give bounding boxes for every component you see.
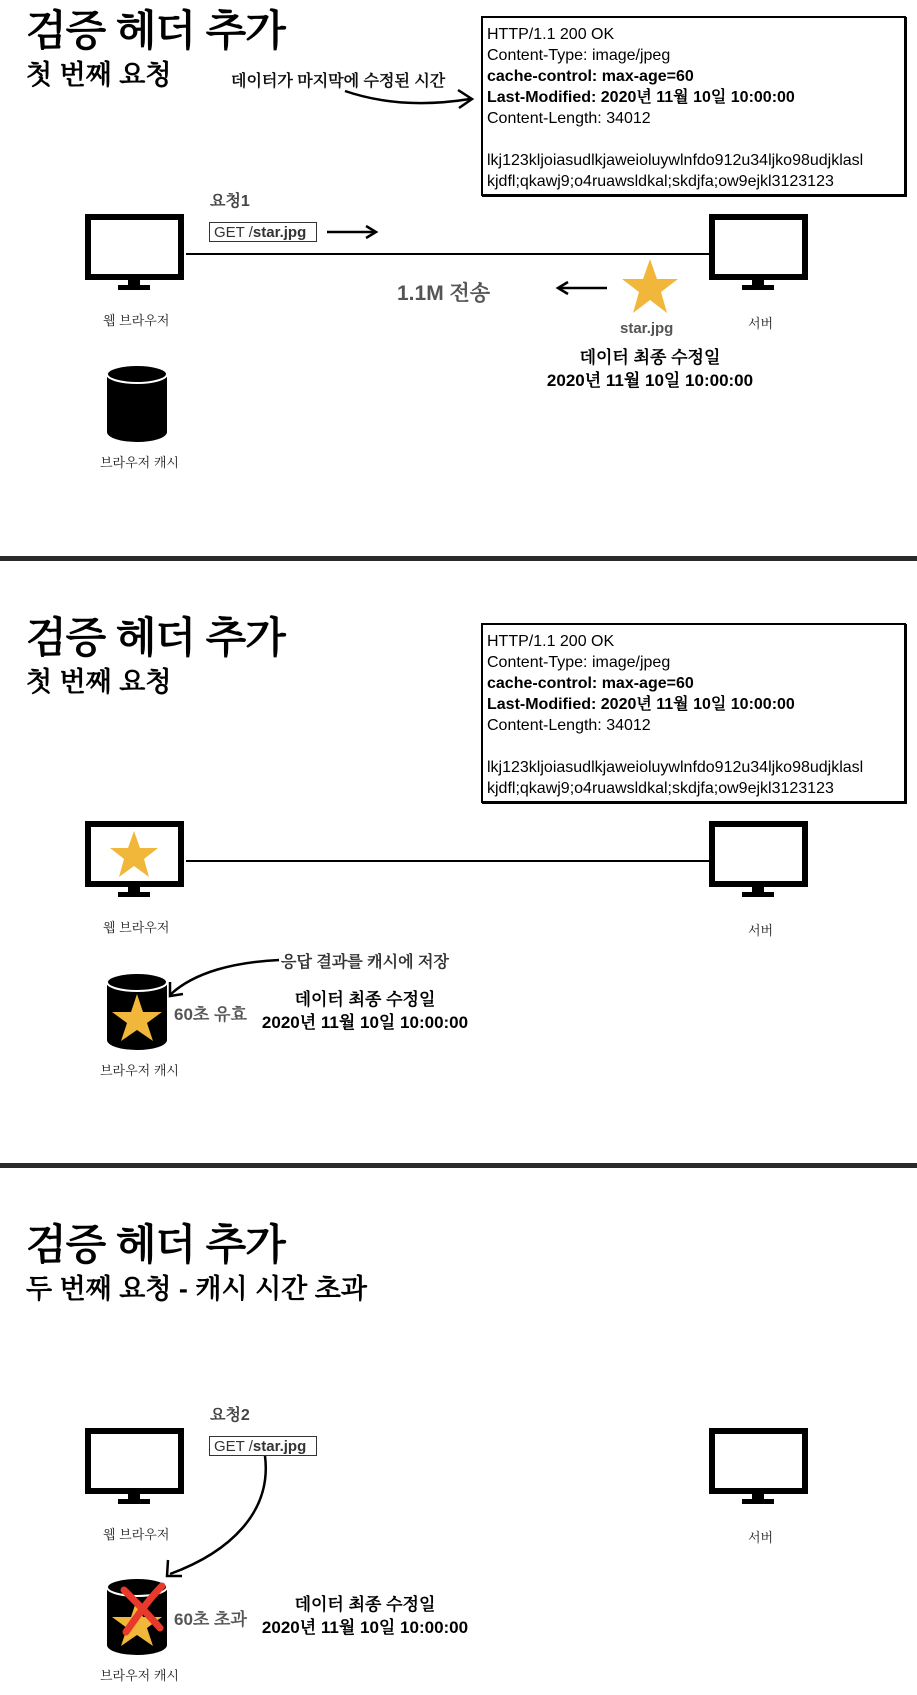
body-line-1: lkj123kljoiasudlkjaweioluywlnfdo912u34ljko98udjklasl: [487, 152, 864, 169]
status-line: HTTP/1.1 200 OK: [487, 26, 615, 43]
request-label: 요청1: [210, 193, 250, 210]
transfer-label: 1.1M 전송: [397, 282, 491, 305]
http-response-box: [481, 623, 906, 803]
cross-icon: [118, 1582, 168, 1638]
modified-date: 2020년 11월 10일 10:00:00: [546, 371, 754, 390]
section-divider: [0, 1163, 917, 1168]
browser-cache-database-icon: [105, 364, 169, 444]
file-label: star.jpg: [620, 320, 674, 337]
request-box: GET /star.jpg: [209, 1436, 317, 1456]
star-icon: [620, 257, 680, 315]
browser-cache-database-icon: [105, 972, 169, 1052]
connection-line: [186, 860, 709, 862]
expired-label: 60초 초과: [174, 1610, 247, 1629]
panel-title: 검증 헤더 추가: [26, 614, 285, 661]
panel-subtitle: 첫 번째 요청: [26, 60, 172, 90]
store-note: 응답 결과를 캐시에 저장: [281, 954, 449, 971]
panel-subtitle: 첫 번째 요청: [26, 667, 172, 697]
star-shape: [622, 259, 678, 313]
content-type-line: Content-Type: image/jpeg: [487, 654, 671, 671]
panel-first-request: [0, 0, 917, 560]
server-monitor-icon: [710, 822, 810, 902]
modified-title: 데이터 최종 수정일: [579, 348, 721, 367]
server-monitor-icon: [710, 215, 810, 295]
client-label: 웹 브라우저: [103, 1527, 170, 1542]
content-length-line: Content-Length: 34012: [487, 110, 651, 127]
last-modified-line: Last-Modified: 2020년 11월 10일 10:00:00: [487, 89, 795, 106]
modified-date: 2020년 11월 10일 10:00:00: [261, 1618, 469, 1637]
cache-lookup-arrow-icon: [160, 1452, 275, 1582]
cache-label: 브라우저 캐시: [100, 1668, 179, 1683]
body-line-2: kjdfl;qkawj9;o4ruawsldkal;skdjfa;ow9ejkl3123123: [487, 173, 834, 190]
modified-title: 데이터 최종 수정일: [294, 990, 436, 1009]
server-label: 서버: [748, 1530, 774, 1545]
cache-label: 브라우저 캐시: [100, 1063, 179, 1078]
panel-second-request: [0, 1214, 917, 1695]
request-box: GET /star.jpg: [209, 222, 317, 242]
cache-control-line: cache-control: max-age=60: [487, 68, 694, 85]
client-label: 웹 브라우저: [103, 920, 170, 935]
modified-date: 2020년 11월 10일 10:00:00: [261, 1013, 469, 1032]
content-type-line: Content-Type: image/jpeg: [487, 47, 671, 64]
note-arrow-icon: [340, 85, 480, 115]
last-modified-note: 데이터가 마지막에 수정된 시간: [231, 73, 446, 90]
cache-label: 브라우저 캐시: [100, 455, 179, 470]
server-monitor-icon: [710, 1429, 810, 1509]
section-divider: [0, 556, 917, 561]
http-response-box: [481, 16, 906, 196]
web-browser-monitor-icon: [86, 215, 186, 295]
panel-title: 검증 헤더 추가: [26, 7, 285, 54]
status-line: HTTP/1.1 200 OK: [487, 633, 615, 650]
response-arrow-icon: [555, 280, 610, 296]
connection-line: [186, 253, 709, 255]
panel-title: 검증 헤더 추가: [26, 1221, 285, 1268]
request-label: 요청2: [210, 1407, 250, 1424]
panel-subtitle: 두 번째 요청 - 캐시 시간 초과: [26, 1274, 367, 1304]
web-browser-monitor-icon: [86, 822, 186, 902]
server-label: 서버: [748, 316, 774, 331]
body-line-2: kjdfl;qkawj9;o4ruawsldkal;skdjfa;ow9ejkl3123123: [487, 780, 834, 797]
request-arrow-icon: [325, 224, 380, 240]
server-label: 서버: [748, 923, 774, 938]
modified-title: 데이터 최종 수정일: [294, 1595, 436, 1614]
cache-control-line: cache-control: max-age=60: [487, 675, 694, 692]
valid-label: 60초 유효: [174, 1005, 247, 1024]
panel-cache-store: [0, 607, 917, 1167]
body-line-1: lkj123kljoiasudlkjaweioluywlnfdo912u34ljko98udjklasl: [487, 759, 864, 776]
content-length-line: Content-Length: 34012: [487, 717, 651, 734]
last-modified-line: Last-Modified: 2020년 11월 10일 10:00:00: [487, 696, 795, 713]
client-label: 웹 브라우저: [103, 313, 170, 328]
